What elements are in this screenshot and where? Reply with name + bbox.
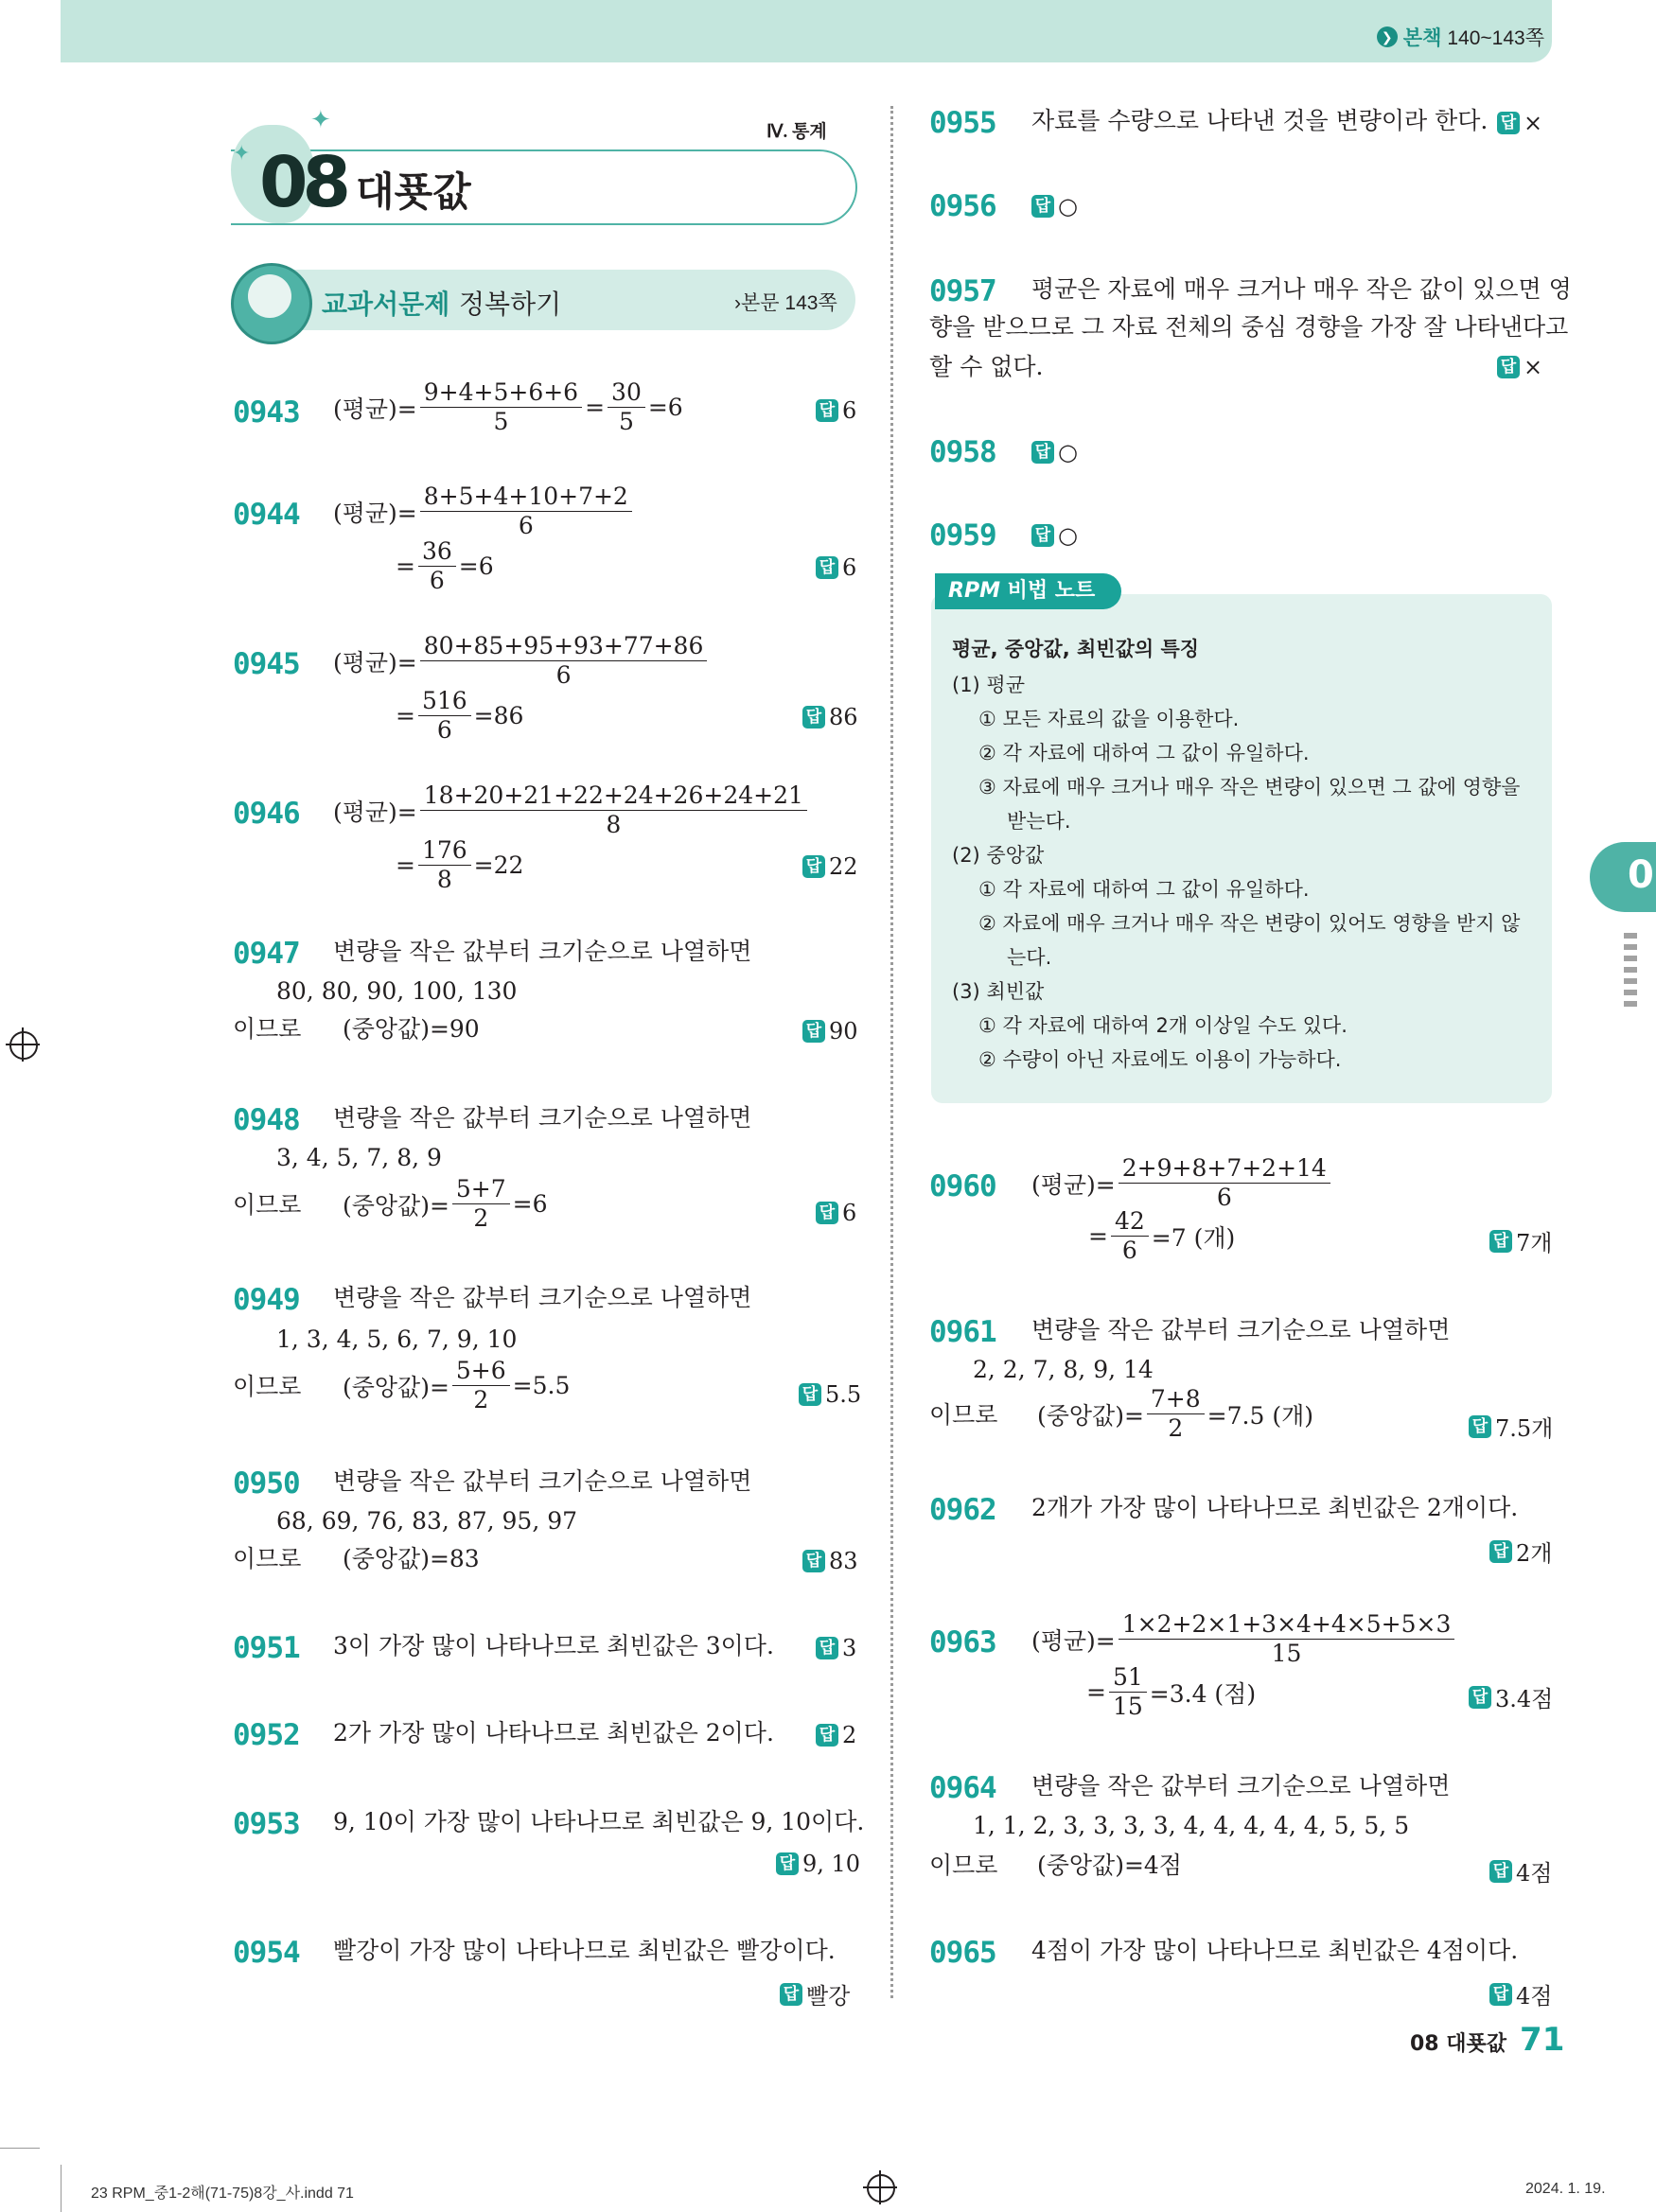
- answer-value: 6: [842, 397, 857, 424]
- solution-0946-line2: [396, 836, 523, 894]
- print-file-info: 23 RPM_중1-2해(71-75)8강_사.indd 71: [91, 2186, 354, 2202]
- denominator: 2: [473, 1204, 489, 1232]
- median-expression: (중앙값)=4점: [1037, 1852, 1182, 1879]
- problem-number: 0950: [233, 1466, 300, 1501]
- problem-number: 0961: [929, 1315, 996, 1349]
- chapter-side-tab: [1590, 842, 1656, 912]
- answer-0961: [1469, 1410, 1553, 1443]
- answer-0965: [1489, 1977, 1552, 2010]
- answer-icon: 답: [1031, 524, 1054, 547]
- problem-number: 0947: [233, 937, 300, 971]
- answer-0956: [1031, 193, 1078, 219]
- denominator: 8: [436, 866, 452, 893]
- problem-text: 변량을 작은 값부터 크기순으로 나열하면: [333, 938, 752, 965]
- answer-value: ○: [1058, 439, 1078, 465]
- tip-note-body: [952, 632, 1539, 1077]
- answer-icon: 답: [802, 855, 825, 878]
- answer-value: 4점: [1516, 1983, 1553, 2010]
- problem-text-line2: 향을 받으므로 그 자료 전체의 중심 경향을 가장 잘 나타낸다고: [929, 313, 1569, 341]
- equals: =: [396, 851, 415, 879]
- tip-note-label: 비법 노트: [1007, 579, 1096, 603]
- numerator: 7+8: [1147, 1385, 1205, 1414]
- answer-value: ×: [1524, 354, 1543, 380]
- lhs: (중앙값)=: [1037, 1401, 1144, 1430]
- answer-value: 6: [842, 1200, 857, 1226]
- answer-value: 83: [829, 1548, 858, 1574]
- problem-number: 0962: [929, 1493, 996, 1527]
- answer-value: 4점: [1516, 1860, 1553, 1887]
- answer-value: 7개: [1516, 1230, 1553, 1256]
- answer-icon: 답: [776, 1852, 799, 1875]
- fraction: [1147, 1385, 1205, 1443]
- answer-0949: [799, 1381, 861, 1408]
- answer-icon: 답: [1489, 1540, 1512, 1563]
- side-tab-number: 0: [1628, 853, 1654, 897]
- chapter-number: 08: [259, 142, 345, 223]
- denominator: 6: [518, 512, 534, 539]
- lhs: (평균)=: [1031, 1170, 1116, 1199]
- fraction: [420, 483, 632, 540]
- tip-note-brand: RPM: [948, 579, 1000, 603]
- result: =7.5 (개): [1207, 1401, 1313, 1430]
- numerator: 18+20+21+22+24+26+24+21: [420, 781, 807, 811]
- answer-0964: [1489, 1854, 1552, 1887]
- solution-0960-line1: [1031, 1154, 1333, 1212]
- answer-icon: 답: [802, 1550, 825, 1572]
- answer-value: 90: [829, 1018, 858, 1045]
- answer-value: 2: [842, 1722, 857, 1748]
- answer-icon: 답: [1489, 1230, 1512, 1253]
- print-date: 2024. 1. 19.: [1525, 2181, 1606, 2197]
- note-line: ② 각 자료에 대하여 그 값이 유일하다.: [978, 742, 1310, 764]
- unit-label: Ⅳ. 통계: [766, 122, 827, 142]
- fraction: [418, 687, 471, 745]
- problem-text-line1: 평균은 자료에 매우 크거나 매우 작은 값이 있으면 영: [1031, 275, 1572, 303]
- answer-icon: 답: [816, 1202, 838, 1224]
- result: =3.4 (점): [1149, 1679, 1257, 1708]
- result: =7 (개): [1151, 1223, 1236, 1252]
- sorted-sequence: 3, 4, 5, 7, 8, 9: [276, 1144, 442, 1171]
- solution-0944-line2: [396, 537, 494, 595]
- numerator: 9+4+5+6+6: [420, 378, 582, 408]
- problem-text: 변량을 작은 값부터 크기순으로 나열하면: [333, 1284, 752, 1311]
- numerator: 36: [418, 537, 456, 567]
- result: =6: [647, 394, 683, 421]
- problem-text: 변량을 작은 값부터 크기순으로 나열하면: [1031, 1772, 1451, 1799]
- denominator: 2: [1168, 1414, 1184, 1442]
- note-line: ① 각 자료에 대하여 2개 이상일 수도 있다.: [978, 1014, 1348, 1037]
- fraction: [1119, 1610, 1455, 1668]
- answer-0959: [1031, 522, 1078, 549]
- crop-mark: [0, 2148, 40, 2149]
- problem-text: 2개가 가장 많이 나타나므로 최빈값은 2개이다.: [1031, 1494, 1519, 1521]
- answer-icon: 답: [816, 556, 838, 579]
- equals: =: [1088, 1222, 1108, 1250]
- registration-mark-icon: [867, 2174, 895, 2203]
- problem-text: 빨강이 가장 많이 나타나므로 최빈값은 빨강이다.: [333, 1937, 836, 1964]
- answer-0951: [816, 1635, 856, 1661]
- tip-note-tag: [935, 573, 1121, 609]
- answer-value: 5.5: [825, 1381, 862, 1408]
- lhs: (중앙값)=: [343, 1191, 449, 1220]
- median-expression: (중앙값)=83: [343, 1545, 480, 1572]
- crop-mark: [61, 2165, 62, 2212]
- answer-icon: 답: [816, 1724, 838, 1747]
- solution-0943: [333, 378, 683, 436]
- equals: =: [396, 702, 415, 729]
- solution-0944-line1: [333, 483, 635, 540]
- conclusion-word: 이므로: [929, 1401, 998, 1429]
- fraction: [452, 1175, 510, 1233]
- answer-icon: 답: [802, 706, 825, 729]
- numerator: 30: [608, 378, 645, 408]
- answer-icon: 답: [816, 1637, 838, 1659]
- conclusion-word: 이므로: [233, 1545, 302, 1572]
- answer-value: 2개: [1516, 1540, 1553, 1567]
- answer-value: ○: [1058, 193, 1078, 219]
- note-line: (1) 평균: [952, 674, 1025, 696]
- answer-icon: 답: [799, 1383, 821, 1406]
- median-expression: [343, 1175, 548, 1233]
- conclusion-word: 이므로: [233, 1015, 302, 1043]
- arrow-right-icon: ❯: [1377, 26, 1398, 47]
- denominator: 6: [555, 661, 572, 689]
- answer-icon: 답: [1469, 1415, 1491, 1438]
- problem-number: 0960: [929, 1169, 996, 1203]
- sorted-sequence: 2, 2, 7, 8, 9, 14: [973, 1356, 1154, 1383]
- answer-icon: 답: [1489, 1860, 1512, 1883]
- numerator: 5+7: [452, 1175, 510, 1204]
- conclusion-word: 이므로: [233, 1373, 302, 1400]
- book-pages: 140~143쪽: [1447, 27, 1544, 49]
- numerator: 1×2+2×1+3×4+4×5+5×3: [1119, 1610, 1455, 1640]
- answer-icon: 답: [1031, 195, 1054, 218]
- problem-text: 9, 10이 가장 많이 나타나므로 최빈값은 9, 10이다.: [333, 1808, 865, 1835]
- problem-number: 0959: [929, 518, 996, 553]
- numerator: 2+9+8+7+2+14: [1119, 1154, 1330, 1184]
- book-page-reference: [1377, 23, 1544, 51]
- answer-value: ○: [1058, 522, 1078, 549]
- chapter-title: 대푯값: [356, 168, 471, 215]
- section-title-highlight: 교과서문제: [322, 289, 450, 320]
- book-label: 본책: [1402, 27, 1442, 49]
- answer-icon: 답: [780, 1983, 802, 2006]
- denominator: 6: [429, 567, 445, 594]
- note-line: ① 모든 자료의 값을 이용한다.: [978, 708, 1240, 730]
- problem-text: 변량을 작은 값부터 크기순으로 나열하면: [1031, 1316, 1451, 1343]
- problem-number: 0954: [233, 1936, 300, 1970]
- note-line: ② 자료에 매우 크거나 매우 작은 변량이 있어도 영향을 받지 않: [978, 912, 1521, 935]
- page-number: 71: [1520, 2021, 1565, 2059]
- median-expression: [343, 1357, 570, 1414]
- section-title-rest: 정복하기: [459, 289, 562, 320]
- conclusion-word: 이므로: [233, 1191, 302, 1219]
- numerator: 51: [1109, 1663, 1147, 1693]
- sorted-sequence: 1, 3, 4, 5, 6, 7, 9, 10: [276, 1325, 518, 1353]
- problem-number: 0955: [929, 106, 996, 140]
- answer-0947: [802, 1018, 858, 1045]
- problem-number: 0949: [233, 1283, 300, 1317]
- solution-0945-line1: [333, 632, 710, 690]
- solution-0945-line2: [396, 687, 523, 745]
- answer-0944: [816, 554, 856, 581]
- answer-value: 7.5개: [1495, 1415, 1554, 1442]
- note-line: 받는다.: [1007, 810, 1071, 833]
- sorted-sequence: 80, 80, 90, 100, 130: [276, 977, 518, 1005]
- answer-icon: 답: [1497, 356, 1520, 378]
- lhs: (평균)=: [1031, 1626, 1116, 1655]
- problem-number: 0952: [233, 1718, 300, 1752]
- answer-0957: [1497, 354, 1542, 380]
- column-divider: [890, 106, 893, 1998]
- answer-icon: 답: [1489, 1983, 1512, 2006]
- result: =5.5: [512, 1372, 571, 1399]
- top-header-bar: [61, 0, 1552, 62]
- side-tab-label: [1624, 933, 1637, 1009]
- answer-0962: [1489, 1535, 1552, 1568]
- denominator: 6: [1121, 1237, 1137, 1264]
- answer-0943: [816, 397, 856, 424]
- answer-0945: [802, 704, 858, 730]
- problem-number: 0948: [233, 1103, 300, 1137]
- problem-number: 0944: [233, 498, 300, 532]
- denominator: 5: [619, 408, 634, 435]
- answer-value: 22: [829, 853, 858, 880]
- fraction: [420, 378, 582, 436]
- answer-0960: [1489, 1224, 1552, 1257]
- sorted-sequence: 68, 69, 76, 83, 87, 95, 97: [276, 1507, 578, 1535]
- answer-0954: [780, 1977, 850, 2010]
- median-expression: [1037, 1385, 1313, 1443]
- answer-0948: [816, 1200, 856, 1226]
- fraction: [418, 836, 471, 894]
- problem-number: 0951: [233, 1631, 300, 1665]
- answer-0963: [1469, 1680, 1553, 1713]
- page-footer: [1410, 2021, 1564, 2059]
- tip-note-heading: 평균, 중앙값, 최빈값의 특징: [952, 638, 1200, 660]
- problem-text: 변량을 작은 값부터 크기순으로 나열하면: [333, 1104, 752, 1132]
- note-line: (3) 최빈값: [952, 980, 1045, 1003]
- fraction: [452, 1357, 510, 1414]
- median-expression: (중앙값)=90: [343, 1015, 480, 1043]
- numerator: 80+85+95+93+77+86: [420, 632, 708, 661]
- note-line: 는다.: [1007, 946, 1052, 969]
- fraction: [420, 632, 708, 690]
- answer-0952: [816, 1722, 856, 1748]
- equals: =: [1086, 1678, 1106, 1706]
- answer-0950: [802, 1548, 858, 1574]
- problem-number: 0946: [233, 797, 300, 831]
- result: =6: [458, 553, 494, 580]
- numerator: 516: [418, 687, 471, 716]
- sorted-sequence: 1, 1, 2, 3, 3, 3, 3, 4, 4, 4, 4, 4, 5, 5, 5: [973, 1812, 1410, 1839]
- fraction: [1119, 1154, 1330, 1212]
- problem-number: 0965: [929, 1936, 996, 1970]
- answer-value: 6: [842, 554, 857, 581]
- fraction: [418, 537, 456, 595]
- answer-value: 86: [829, 704, 858, 730]
- equals: =: [585, 394, 606, 421]
- problem-number: 0956: [929, 189, 996, 223]
- problem-text: 3이 가장 많이 나타나므로 최빈값은 3이다.: [333, 1632, 774, 1659]
- lhs: (평균)=: [333, 499, 417, 527]
- problem-number: 0943: [233, 395, 300, 430]
- answer-value: 빨강: [806, 1983, 851, 2010]
- denominator: 8: [606, 811, 622, 838]
- solution-0963-line1: [1031, 1610, 1457, 1668]
- conclusion-word: 이므로: [929, 1852, 998, 1879]
- problem-number: 0953: [233, 1807, 300, 1841]
- problem-text: 자료를 수량으로 나타낸 것을 변량이라 한다.: [1031, 107, 1489, 134]
- answer-icon: 답: [1031, 441, 1054, 464]
- section-ref-text: 본문 143쪽: [741, 292, 837, 314]
- footer-chapter: 08 대푯값: [1410, 2032, 1507, 2056]
- lhs: (중앙값)=: [343, 1373, 449, 1401]
- note-line: ① 각 자료에 대하여 그 값이 유일하다.: [978, 878, 1310, 901]
- answer-0955: [1497, 110, 1542, 136]
- fraction: [1109, 1663, 1147, 1721]
- fraction: [420, 781, 807, 839]
- answer-value: 3.4점: [1495, 1686, 1554, 1712]
- denominator: 15: [1271, 1640, 1302, 1667]
- answer-0953: [776, 1851, 860, 1877]
- registration-mark-icon: [9, 1031, 38, 1060]
- problem-text: 4점이 가장 많이 나타나므로 최빈값은 4점이다.: [1031, 1937, 1519, 1964]
- problem-number: 0957: [929, 274, 996, 308]
- result: =6: [512, 1190, 548, 1218]
- problem-text-line3: 할 수 없다.: [929, 353, 1044, 380]
- character-face-icon: [248, 274, 291, 318]
- fraction: [1111, 1207, 1149, 1265]
- fraction: [608, 378, 645, 436]
- equals: =: [396, 553, 415, 580]
- sparkle-icon: ✦: [310, 106, 331, 134]
- problem-text: 2가 가장 많이 나타나므로 최빈값은 2이다.: [333, 1719, 774, 1747]
- numerator: 8+5+4+10+7+2: [420, 483, 632, 512]
- denominator: 2: [473, 1386, 489, 1413]
- answer-icon: 답: [1497, 112, 1520, 134]
- problem-text: 변량을 작은 값부터 크기순으로 나열하면: [333, 1467, 752, 1495]
- sparkle-icon: ✦: [233, 142, 251, 166]
- answer-icon: 답: [802, 1020, 825, 1043]
- answer-value: 3: [842, 1635, 857, 1661]
- answer-value: 9, 10: [802, 1851, 861, 1877]
- note-line: ② 수량이 아닌 자료에도 이용이 가능하다.: [978, 1048, 1342, 1071]
- answer-icon: 답: [1469, 1686, 1491, 1709]
- problem-number: 0963: [929, 1625, 996, 1659]
- numerator: 5+6: [452, 1357, 510, 1386]
- section-page-ref: ›본문 143쪽: [734, 292, 837, 314]
- problem-number: 0964: [929, 1771, 996, 1805]
- answer-0946: [802, 853, 858, 880]
- result: =86: [473, 702, 524, 729]
- denominator: 15: [1112, 1693, 1143, 1720]
- section-title: [322, 284, 561, 322]
- solution-0946-line1: [333, 781, 810, 839]
- problem-number: 0958: [929, 435, 996, 469]
- denominator: 5: [493, 408, 509, 435]
- note-line: ③ 자료에 매우 크거나 매우 작은 변량이 있으면 그 값에 영향을: [978, 776, 1521, 799]
- solution-0963-line2: [1086, 1663, 1256, 1721]
- numerator: 42: [1111, 1207, 1149, 1237]
- answer-value: ×: [1524, 110, 1543, 136]
- numerator: 176: [418, 836, 471, 866]
- answer-icon: 답: [816, 399, 838, 422]
- lhs: (평균)=: [333, 648, 417, 676]
- solution-0960-line2: [1088, 1207, 1235, 1265]
- denominator: 6: [1216, 1184, 1232, 1211]
- result: =22: [473, 851, 524, 879]
- answer-0958: [1031, 439, 1078, 465]
- note-line: (2) 중앙값: [952, 844, 1045, 867]
- problem-number: 0945: [233, 647, 300, 681]
- denominator: 6: [436, 716, 452, 744]
- lhs: (평균)=: [333, 395, 417, 423]
- lhs: (평균)=: [333, 798, 417, 826]
